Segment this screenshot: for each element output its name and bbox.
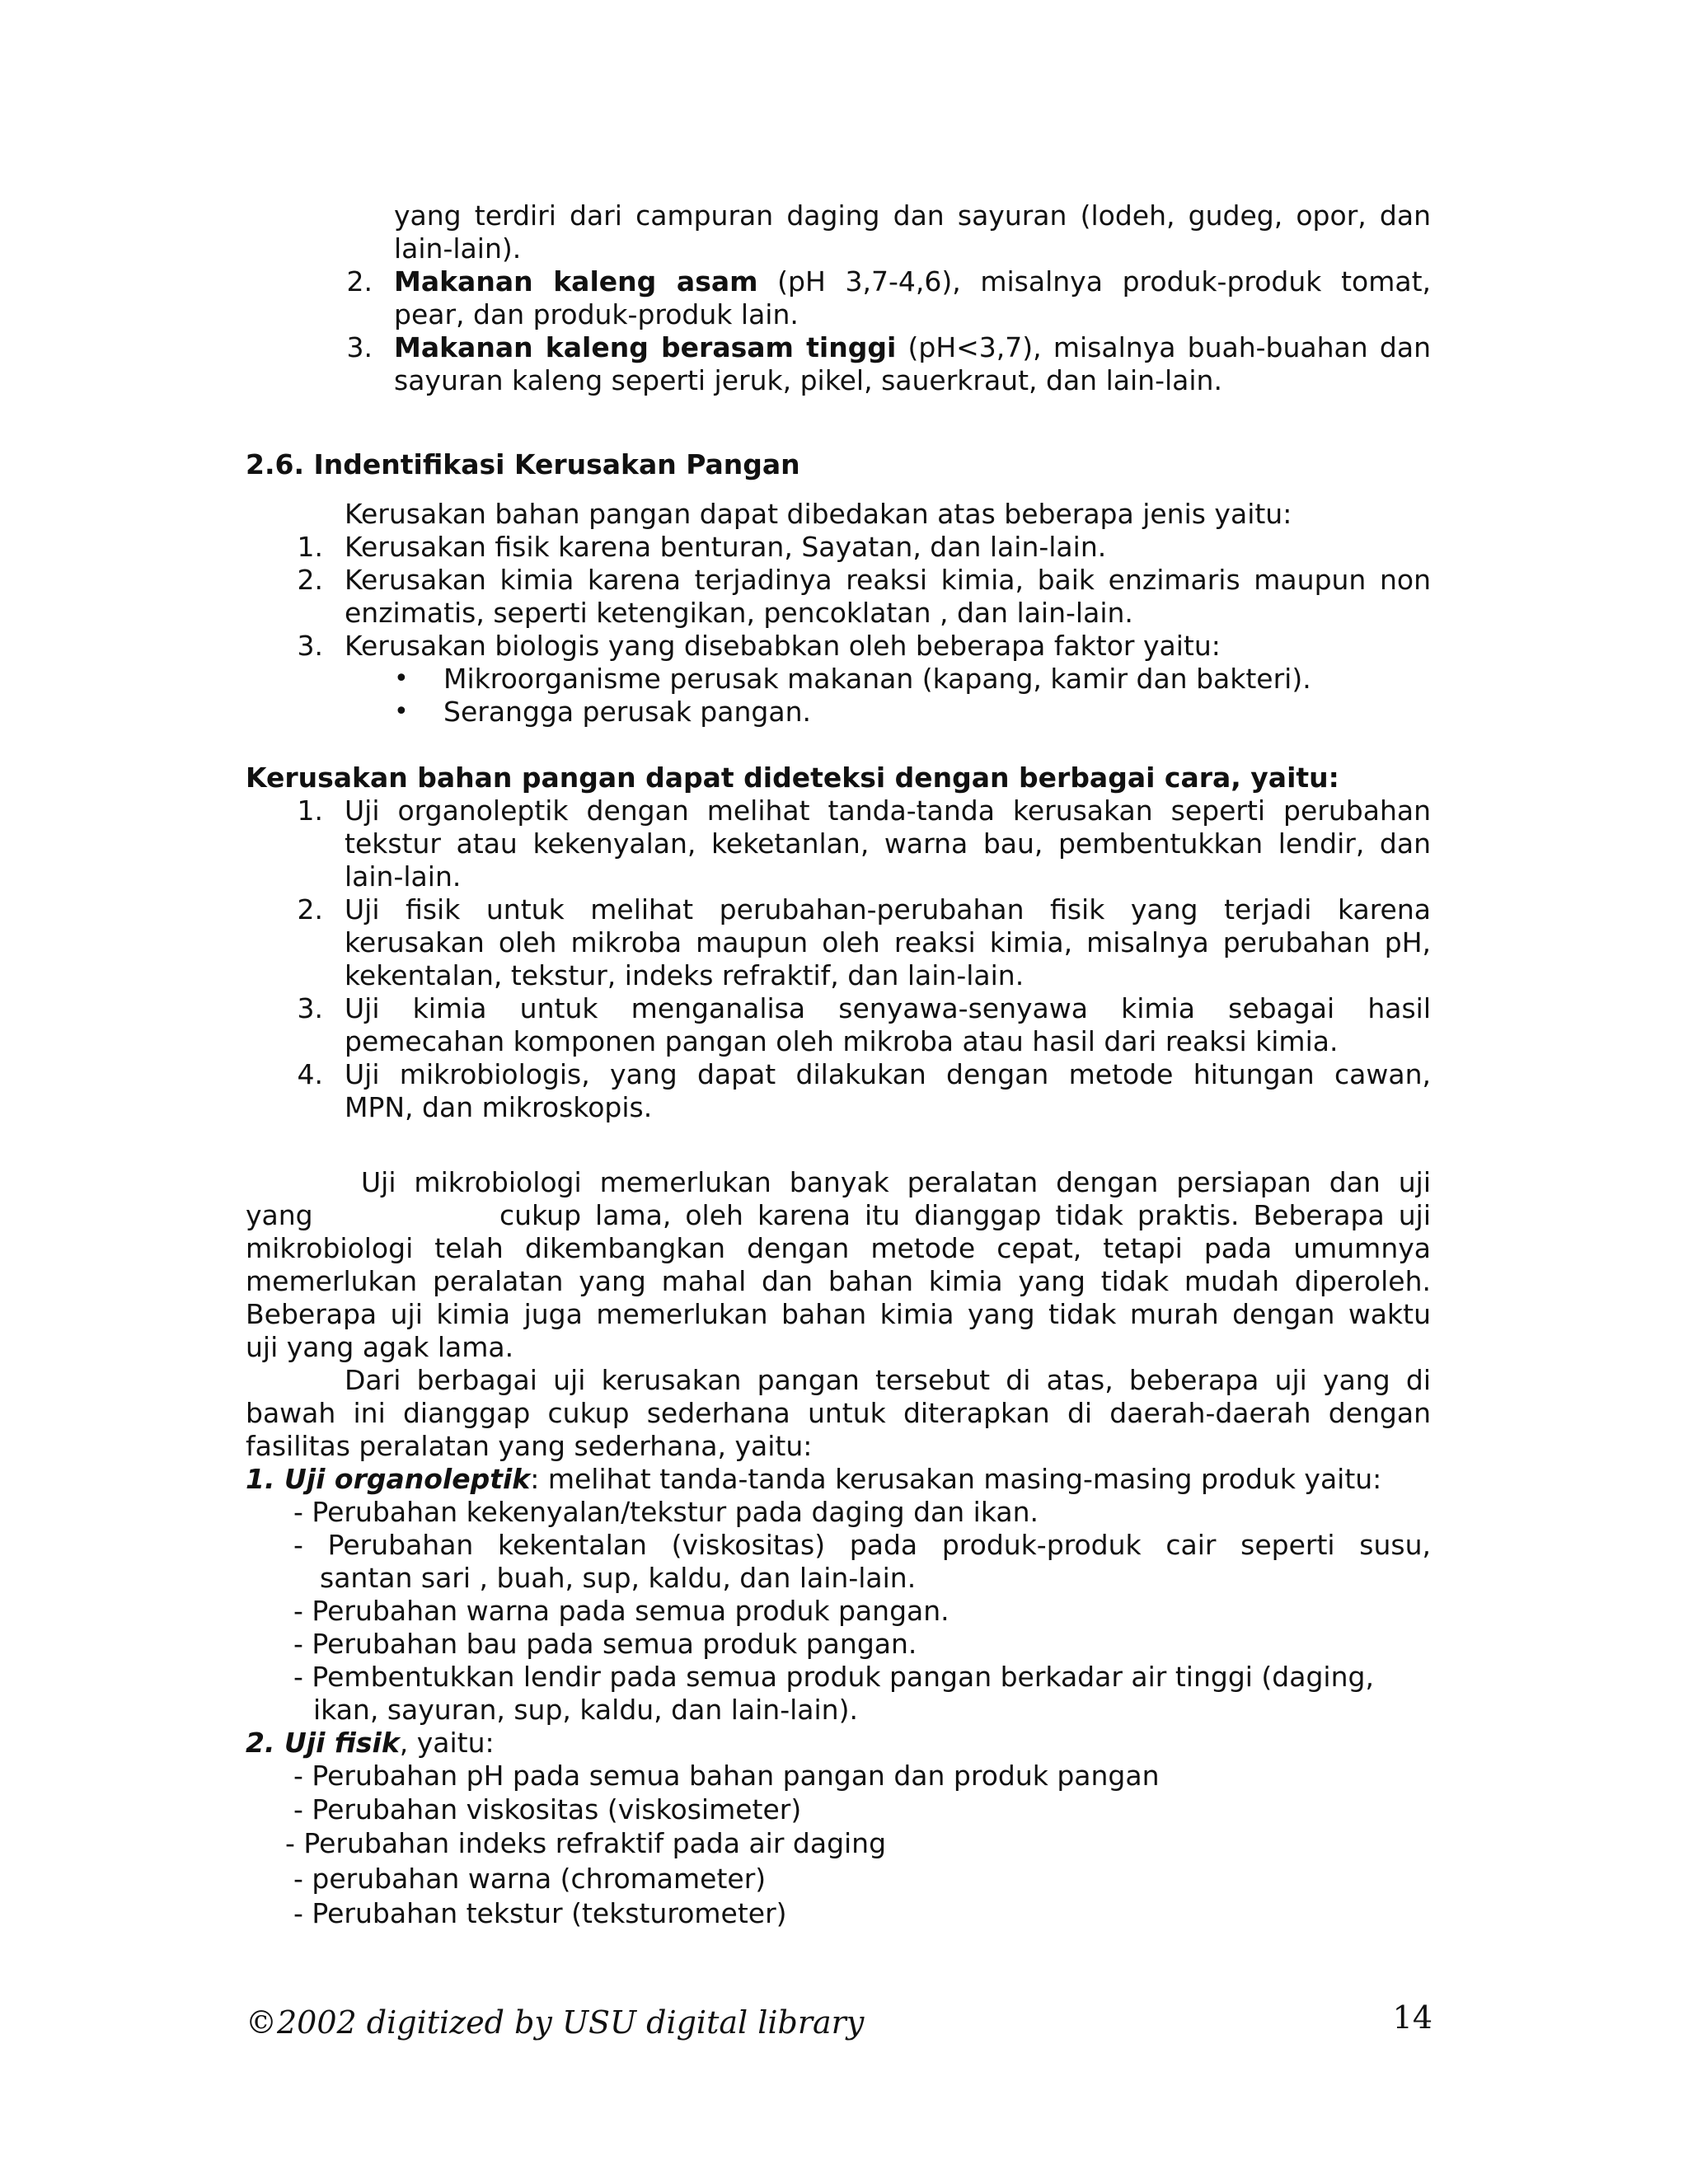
paragraph-line: bawah ini dianggap cukup sederhana untuk diterapkan di daerah-daerah dengan bbox=[246, 1397, 1431, 1429]
paragraph-line: yang bbox=[246, 1199, 313, 1231]
bold-term: Makanan kaleng berasam tinggi bbox=[394, 331, 897, 363]
list-number: 2. bbox=[346, 265, 373, 298]
dash-item: - Perubahan tekstur (teksturometer) bbox=[293, 1897, 787, 1929]
dash-item: - Perubahan kekentalan (viskositas) pada produk-produk cair seperti susu, bbox=[293, 1529, 1431, 1561]
method-label: 2. Uji fisik bbox=[246, 1727, 400, 1759]
list-cont-line: lain-lain). bbox=[394, 232, 522, 265]
list-item: Uji mikrobiologis, yang dapat dilakukan dengan metode hitungan cawan, bbox=[345, 1058, 1431, 1090]
list-item: Uji organoleptik dengan melihat tanda-tanda kerusakan seperti perubahan bbox=[345, 794, 1431, 827]
paragraph-line: Beberapa uji kimia juga memerlukan bahan kimia yang tidak murah dengan waktu bbox=[246, 1298, 1431, 1330]
section-intro: Kerusakan bahan pangan dapat dibedakan atas beberapa jenis yaitu: bbox=[345, 498, 1292, 530]
list-item-text: (pH 3,7-4,6), misalnya produk-produk tomat, bbox=[757, 265, 1431, 298]
dash-item: - perubahan warna (chromameter) bbox=[293, 1863, 767, 1895]
list-number: 2. bbox=[297, 564, 323, 596]
bold-term: Makanan kaleng asam bbox=[394, 265, 758, 298]
bullet-item: Mikroorganisme perusak makanan (kapang, kamir dan bakteri). bbox=[443, 663, 1311, 695]
list-item: Kerusakan kimia karena terjadinya reaksi kimia, baik enzimaris maupun non bbox=[345, 564, 1431, 596]
list-item: Uji kimia untuk menganalisa senyawa-senyawa kimia sebagai hasil bbox=[345, 992, 1431, 1024]
list-item-line: pemecahan komponen pangan oleh mikroba atau hasil dari reaksi kimia. bbox=[345, 1025, 1339, 1057]
dash-item: - Pembentukkan lendir pada semua produk pangan berkadar air tinggi (daging, bbox=[293, 1661, 1374, 1693]
list-item-line: kerusakan oleh mikroba maupun oleh reaksi kimia, misalnya perubahan pH, bbox=[345, 926, 1431, 958]
list-item-line: tekstur atau kekenyalan, keketanlan, warna bau, pembentukkan lendir, dan bbox=[345, 827, 1431, 860]
list-item-text: (pH<3,7), misalnya buah-buahan dan bbox=[896, 331, 1431, 363]
paragraph-line: mikrobiologi telah dikembangkan dengan metode cepat, tetapi pada umumnya bbox=[246, 1232, 1431, 1264]
dash-item: - Perubahan kekenyalan/tekstur pada daging dan ikan. bbox=[293, 1496, 1039, 1528]
list-item: Kerusakan biologis yang disebabkan oleh beberapa faktor yaitu: bbox=[345, 630, 1221, 662]
bullet-item: Serangga perusak pangan. bbox=[443, 696, 811, 728]
paragraph-line: memerlukan peralatan yang mahal dan bahan kimia yang tidak mudah diperoleh. bbox=[246, 1265, 1431, 1297]
paragraph-line: Uji mikrobiologi memerlukan banyak peralatan dengan persiapan dan uji bbox=[361, 1166, 1431, 1198]
dash-item: - Perubahan bau pada semua produk pangan. bbox=[293, 1628, 917, 1660]
list-number: 3. bbox=[346, 331, 373, 363]
page-number: 14 bbox=[1392, 1999, 1432, 2036]
paragraph-line: Dari berbagai uji kerusakan pangan tersebut di atas, beberapa uji yang di bbox=[345, 1364, 1431, 1396]
list-number: 3. bbox=[297, 992, 323, 1024]
dash-item: - Perubahan indeks refraktif pada air daging bbox=[285, 1827, 887, 1859]
method-label: 1. Uji organoleptik bbox=[246, 1463, 531, 1495]
paragraph-line: uji yang agak lama. bbox=[246, 1331, 514, 1363]
method-heading bbox=[246, 1727, 495, 1760]
dash-item-line: santan sari , buah, sup, kaldu, dan lain-lain. bbox=[320, 1562, 917, 1594]
list-item-line: pear, dan produk-produk lain. bbox=[394, 298, 799, 330]
subsection-heading: Kerusakan bahan pangan dapat dideteksi dengan berbagai cara, yaitu: bbox=[246, 762, 1339, 794]
bullet-icon: • bbox=[394, 664, 409, 693]
list-item-line: sayuran kaleng seperti jeruk, pikel, sauerkraut, dan lain-lain. bbox=[394, 364, 1222, 396]
footer-credit: ©2002 digitized by USU digital library bbox=[246, 2004, 865, 2041]
list-number: 4. bbox=[297, 1058, 323, 1090]
list-number: 1. bbox=[297, 794, 323, 827]
method-heading bbox=[246, 1463, 1381, 1496]
section-heading: 2.6. Indentifikasi Kerusakan Pangan bbox=[246, 448, 800, 480]
list-item-line: lain-lain. bbox=[345, 860, 462, 893]
paragraph-line: fasilitas peralatan yang sederhana, yaitu: bbox=[246, 1430, 813, 1462]
dash-item-line: ikan, sayuran, sup, kaldu, dan lain-lain). bbox=[313, 1694, 858, 1726]
method-text: : melihat tanda-tanda kerusakan masing-masing produk yaitu: bbox=[530, 1463, 1382, 1495]
dash-item: - Perubahan pH pada semua bahan pangan dan produk pangan bbox=[293, 1760, 1160, 1792]
list-number: 2. bbox=[297, 893, 323, 926]
dash-item: - Perubahan warna pada semua produk pangan. bbox=[293, 1595, 950, 1627]
bullet-icon: • bbox=[394, 697, 409, 726]
list-item bbox=[394, 331, 1431, 364]
paragraph-line: cukup lama, oleh karena itu dianggap tidak praktis. Beberapa uji bbox=[499, 1199, 1431, 1231]
list-item-line: kekentalan, tekstur, indeks refraktif, dan lain-lain. bbox=[345, 959, 1025, 991]
list-number: 1. bbox=[297, 531, 323, 563]
list-item: Kerusakan fisik karena benturan, Sayatan, dan lain-lain. bbox=[345, 531, 1107, 563]
list-item bbox=[394, 265, 1431, 298]
list-item: Uji fisik untuk melihat perubahan-perubahan fisik yang terjadi karena bbox=[345, 893, 1431, 926]
method-text: , yaitu: bbox=[399, 1727, 495, 1759]
list-cont-line: yang terdiri dari campuran daging dan sayuran (lodeh, gudeg, opor, dan bbox=[394, 199, 1431, 232]
list-item-line: MPN, dan mikroskopis. bbox=[345, 1091, 653, 1123]
list-number: 3. bbox=[297, 630, 323, 662]
dash-item: - Perubahan viskositas (viskosimeter) bbox=[293, 1793, 802, 1825]
list-item-line: enzimatis, seperti ketengikan, pencoklatan , dan lain-lain. bbox=[345, 597, 1133, 629]
